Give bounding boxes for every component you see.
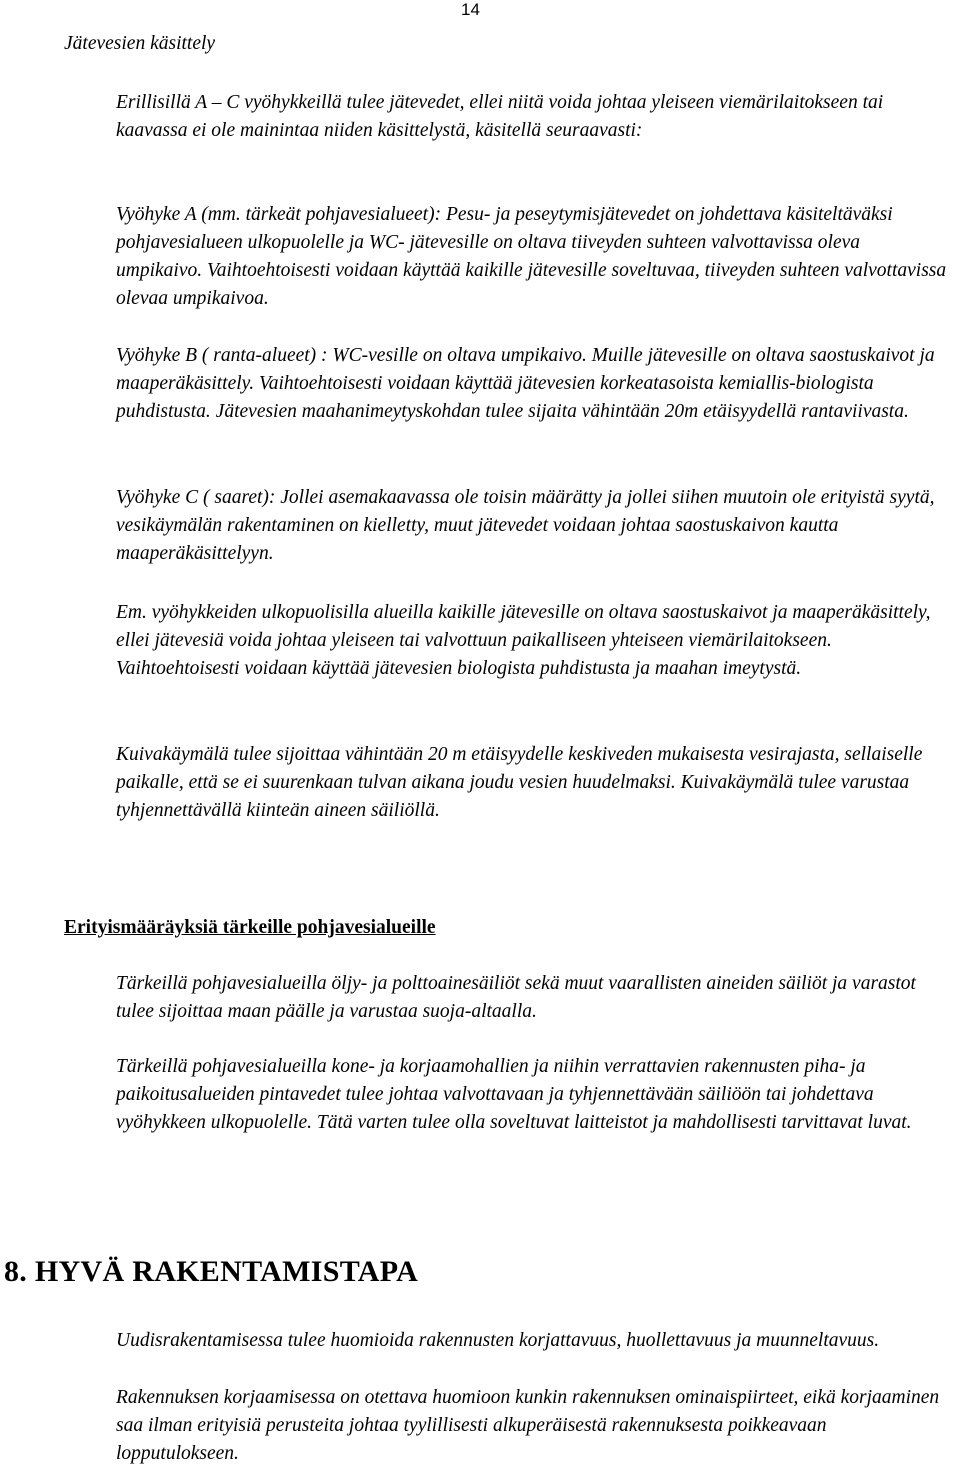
section-heading-groundwater: Erityismääräyksiä tärkeille pohjavesialueille: [64, 917, 436, 938]
paragraph-intro: Erillisillä A – C vyöhykkeillä tulee jätevedet, ellei niitä voida johtaa yleiseen viemärilaitokseen tai kaavassa ei ole mainintaa niiden käsittelystä, käsitellä seuraavasti:: [116, 92, 884, 141]
page-number: 14: [461, 0, 480, 19]
paragraph-zone-c: Vyöhyke C ( saaret): Jollei asemakaavassa ole toisin määrätty ja jollei siihen muutoin ole erityistä syytä, vesikäymälän rakentaminen on kielletty, muut jätevedet voidaan johtaa saostuskaivon kautta maaperäkäsittelyyn.: [116, 487, 935, 564]
paragraph-outside-zones: Em. vyöhykkeiden ulkopuolisilla alueilla kaikille jätevesille on oltava saostuskaivot ja maaperäkäsittely, ellei jätevesiä voida johtaa yleiseen tai valvottuun paikalliseen yhteiseen viemärilaitokseen. Vaihtoehtoisesti voidaan käyttää jätevesien biologista puhdistusta ja maahan imeytystä.: [116, 602, 931, 679]
paragraph-zone-a: Vyöhyke A (mm. tärkeät pohjavesialueet): Pesu- ja peseytymisjätevedet on johdettava käsiteltäväksi pohjavesialueen ulkopuolelle ja WC- jätevesille on oltava tiiveyden suhteen valvottavissa oleva umpikaivo. Vaihtoehtoisesti voidaan käyttää kaikille jätevesille soveltuvaa, tiiveyden suhteen valvottavissa olevaa umpikaivoa.: [116, 204, 947, 309]
chapter-heading-good-building-practice: 8. HYVÄ RAKENTAMISTAPA: [4, 1255, 419, 1288]
paragraph-zone-b: Vyöhyke B ( ranta-alueet) : WC-vesille on oltava umpikaivo. Muille jätevesille on oltava saostuskaivot ja maaperäkäsittely. Vaihtoehtoisesti voidaan käyttää jätevesien korkeatasoista kemiallis-biologista puhdistusta. Jätevesien maahanimeytyskohdan tulee sijaita vähintään 20m etäisyydellä rantaviivasta.: [116, 345, 935, 422]
section-heading-wastewater: Jätevesien käsittely: [64, 33, 216, 54]
paragraph-groundwater-surface-water: Tärkeillä pohjavesialueilla kone- ja korjaamohallien ja niihin verrattavien rakennusten piha- ja paikoitusalueiden pintavedet tulee johtaa valvottavaan ja tyhjennettävään säiliöön tai johdettava vyöhykkeen ulkopuolelle. Tätä varten tulee olla soveltuvat laitteistot ja mahdollisesti tarvittavat luvat.: [116, 1056, 912, 1133]
paragraph-renovation: Rakennuksen korjaamisessa on otettava huomioon kunkin rakennuksen ominaispiirteet, eikä korjaaminen saa ilman erityisiä perusteita johtaa tyylillisesti alkuperäisestä rakennuksesta poikkeavaan lopputulokseen.: [116, 1387, 940, 1464]
paragraph-groundwater-tanks: Tärkeillä pohjavesialueilla öljy- ja polttoainesäiliöt sekä muut vaarallisten aineiden säiliöt ja varastot tulee sijoittaa maan päälle ja varustaa suoja-altaalla.: [116, 973, 916, 1022]
paragraph-new-construction: Uudisrakentamisessa tulee huomioida rakennusten korjattavuus, huollettavuus ja muunneltavuus.: [116, 1330, 880, 1351]
paragraph-dry-toilet: Kuivakäymälä tulee sijoittaa vähintään 20 m etäisyydelle keskiveden mukaisesta vesirajasta, sellaiselle paikalle, että se ei suurenkaan tulvan aikana joudu vesien huudelmaksi. Kuivakäymälä tulee varustaa tyhjennettävällä kiinteän aineen säiliöllä.: [116, 744, 923, 821]
